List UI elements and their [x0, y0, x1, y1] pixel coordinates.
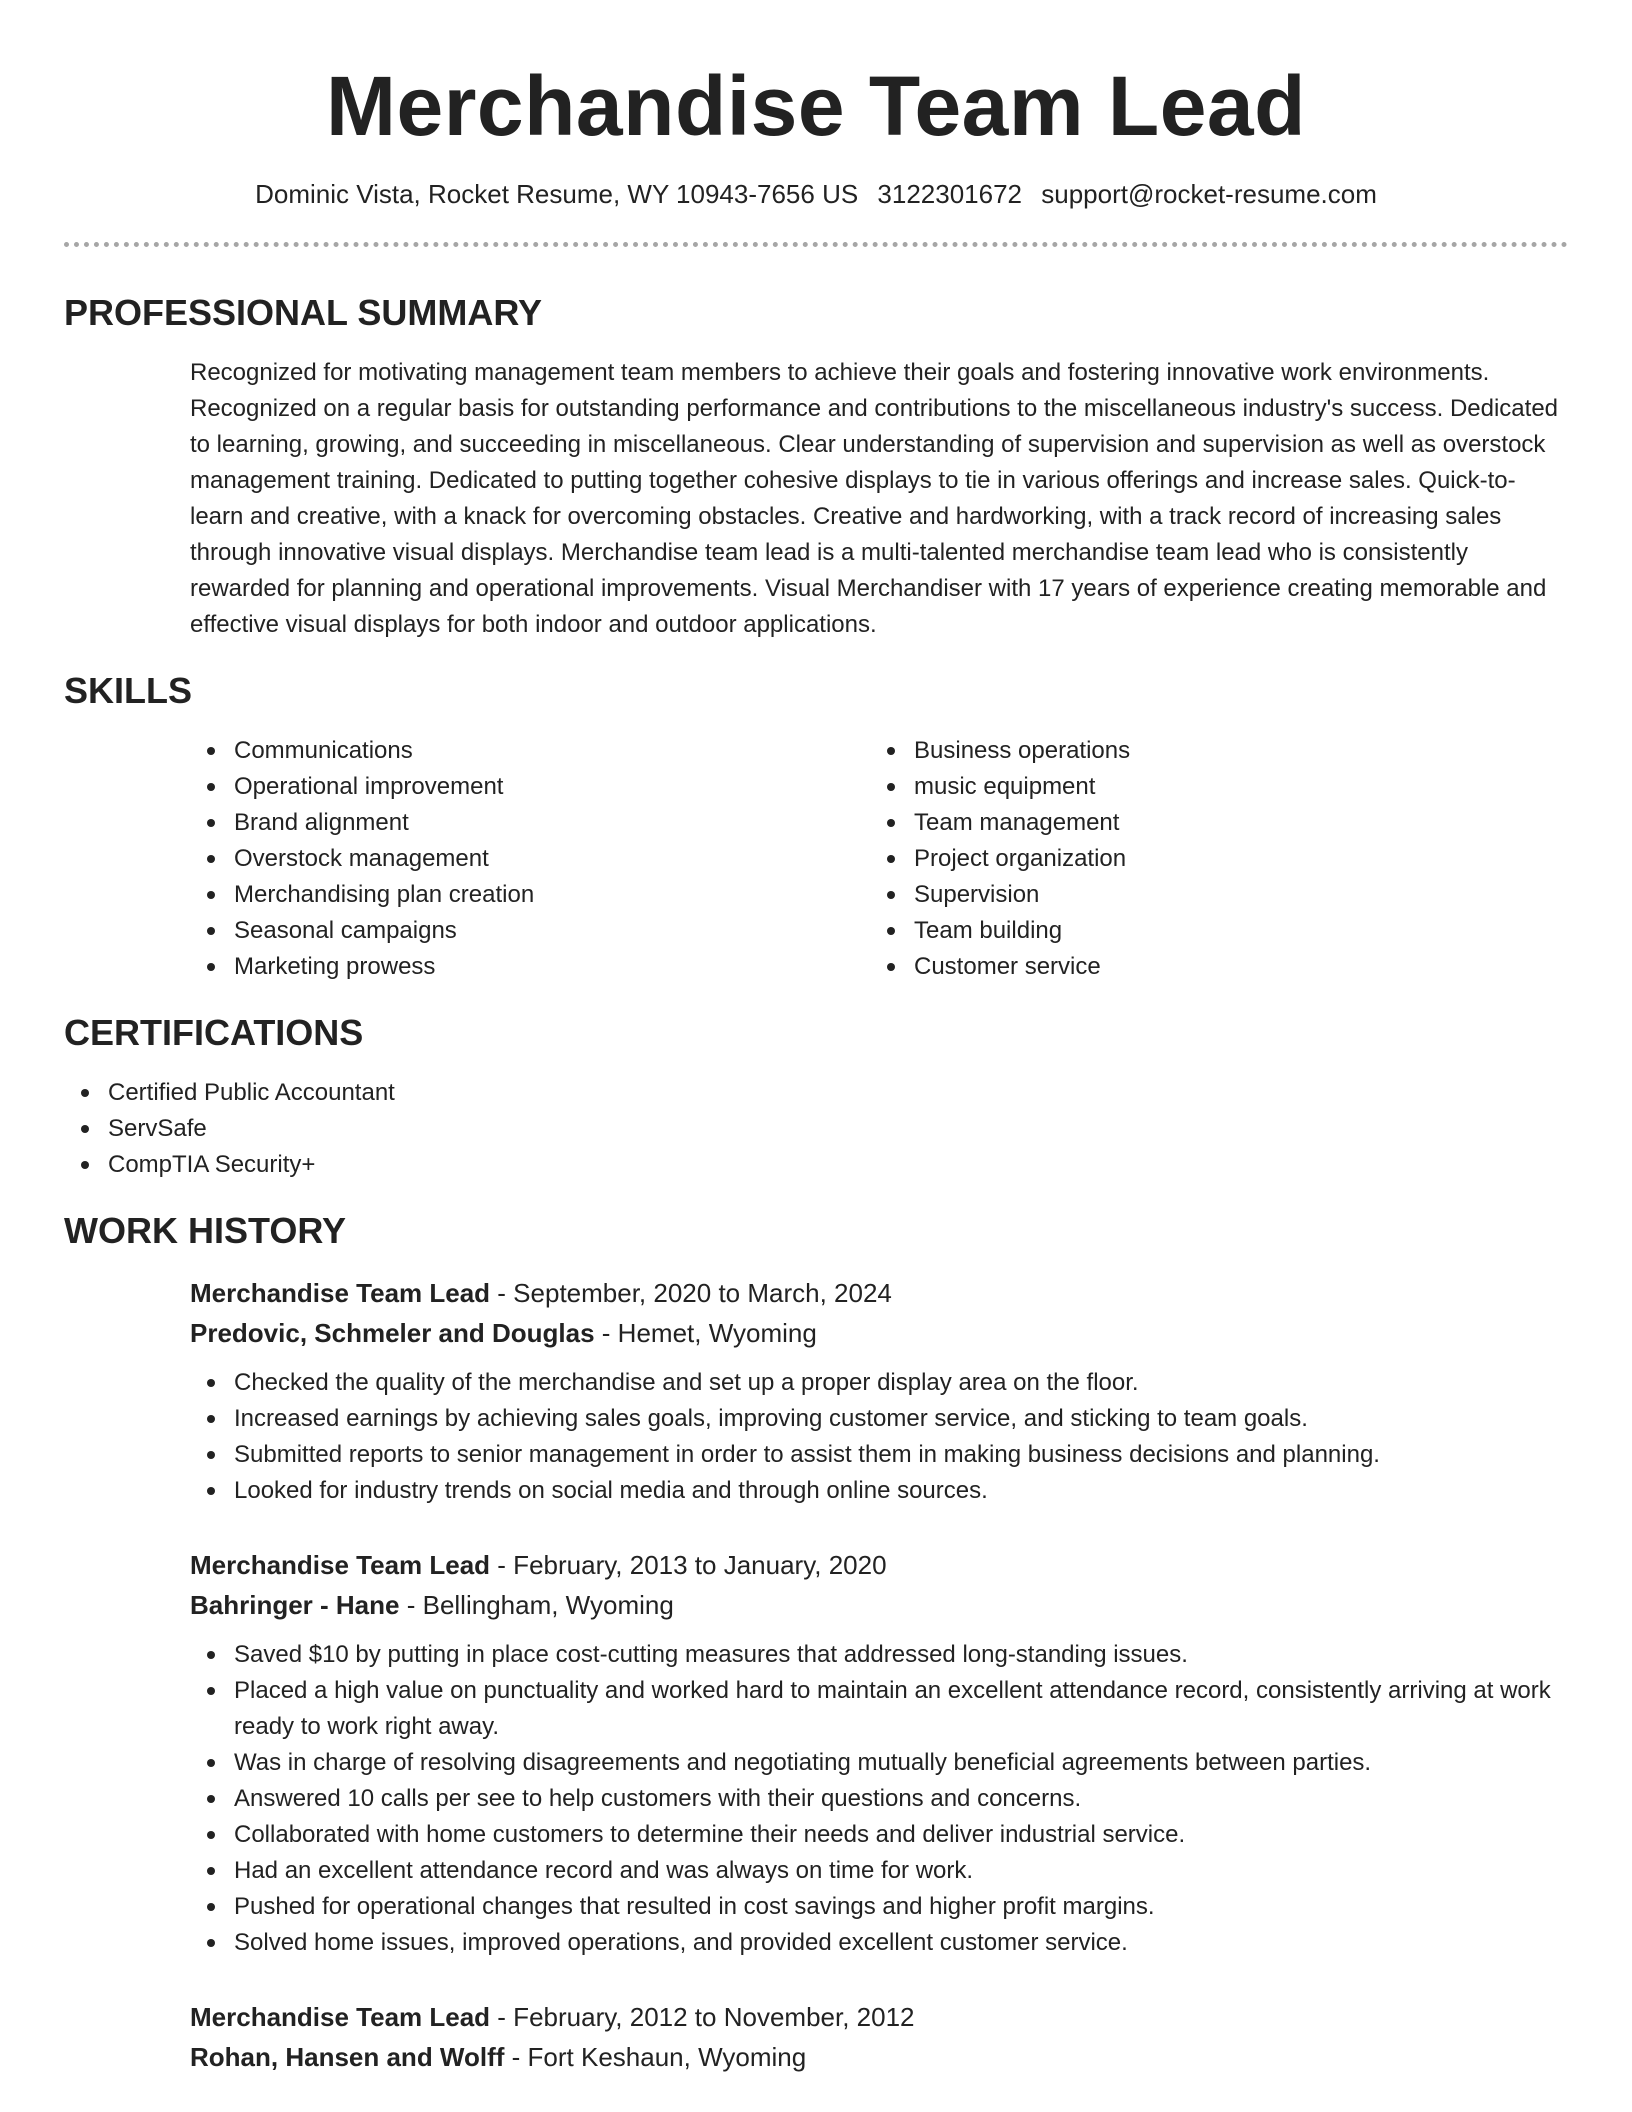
list-item: [190, 1637, 1568, 1673]
header-divider: [64, 242, 1568, 247]
skill-label: Project organization: [914, 845, 1127, 872]
job-entry: [190, 1545, 1568, 1961]
list-item: [190, 1437, 1568, 1473]
duty-text: Pushed for operational changes that resulted in cost savings and higher profit margins.: [234, 1893, 1155, 1920]
job-dates: - February, 2013 to January, 2020: [490, 1550, 887, 1580]
job-company: Predovic, Schmeler and Douglas: [190, 1318, 595, 1348]
duty-text: Submitted reports to senior management in order to assist them in making business decisions and planning.: [234, 1441, 1380, 1468]
skill-label: Seasonal campaigns: [234, 917, 457, 944]
job-company-line: [190, 1585, 1568, 1625]
skills-list-right: [870, 733, 1550, 985]
job-duties-list: [190, 1637, 1568, 1961]
list-item: [190, 1853, 1568, 1889]
bullet-icon: [207, 747, 215, 755]
resume-title: Merchandise Team Lead: [326, 59, 1306, 153]
bullet-icon: [207, 963, 215, 971]
duty-text: Looked for industry trends on social media and through online sources.: [234, 1477, 988, 1504]
work-history-heading: WORK HISTORY: [64, 1210, 347, 1251]
list-item: [190, 769, 870, 805]
list-item: [190, 1889, 1568, 1925]
bullet-icon: [887, 783, 895, 791]
job-location: - Bellingham, Wyoming: [399, 1590, 674, 1620]
list-item: [190, 805, 870, 841]
job-company-line: [190, 2037, 1568, 2077]
bullet-icon: [81, 1125, 89, 1133]
list-item: [190, 1817, 1568, 1853]
bullet-icon: [887, 747, 895, 755]
job-role: Merchandise Team Lead: [190, 1278, 491, 1308]
duty-text: Checked the quality of the merchandise and set up a proper display area on the floor.: [234, 1369, 1139, 1396]
bullet-icon: [207, 1651, 215, 1659]
skill-label: Brand alignment: [234, 809, 409, 836]
contact-phone: 3122301672: [877, 179, 1023, 209]
job-location: - Fort Keshaun, Wyoming: [504, 2042, 807, 2072]
job-role: Merchandise Team Lead: [190, 1550, 491, 1580]
duty-text: Answered 10 calls per see to help customers with their questions and concerns.: [234, 1785, 1082, 1812]
certification-label: CompTIA Security+: [108, 1151, 316, 1178]
skills-list-left: [190, 733, 870, 985]
job-duties-list: [190, 1365, 1568, 1509]
job-dates: - February, 2012 to November, 2012: [490, 2002, 915, 2032]
bullet-icon: [207, 1379, 215, 1387]
bullet-icon: [207, 1687, 215, 1695]
contact-email: support@rocket-resume.com: [1041, 179, 1377, 209]
bullet-icon: [81, 1089, 89, 1097]
bullet-icon: [207, 1831, 215, 1839]
bullet-icon: [207, 1759, 215, 1767]
bullet-icon: [207, 1903, 215, 1911]
certification-label: Certified Public Accountant: [108, 1079, 395, 1106]
duty-text: Was in charge of resolving disagreements and negotiating mutually beneficial agreements between parties.: [234, 1749, 1372, 1776]
bullet-icon: [207, 1415, 215, 1423]
list-item: [190, 1365, 1568, 1401]
bullet-icon: [207, 819, 215, 827]
job-company: Rohan, Hansen and Wolff: [190, 2042, 505, 2072]
list-item: [870, 733, 1550, 769]
bullet-icon: [887, 963, 895, 971]
duty-text: Placed a high value on punctuality and worked hard to maintain an excellent attendance record, consistently arriving at work ready to work right away.: [234, 1677, 1551, 1740]
list-item: [190, 913, 870, 949]
list-item: [190, 1781, 1568, 1817]
certification-label: ServSafe: [108, 1115, 207, 1142]
list-item: [870, 877, 1550, 913]
bullet-icon: [81, 1161, 89, 1169]
bullet-icon: [887, 855, 895, 863]
job-company-line: [190, 1313, 1568, 1353]
summary-heading: PROFESSIONAL SUMMARY: [64, 292, 543, 333]
list-item: [190, 949, 870, 985]
job-role: Merchandise Team Lead: [190, 2002, 491, 2032]
job-dates: - September, 2020 to March, 2024: [490, 1278, 892, 1308]
job-title-line: [190, 1545, 1568, 1585]
list-item: [64, 1147, 1568, 1183]
bullet-icon: [207, 1451, 215, 1459]
duty-text: Increased earnings by achieving sales goals, improving customer service, and sticking to team goals.: [234, 1405, 1308, 1432]
bullet-icon: [887, 819, 895, 827]
list-item: [870, 769, 1550, 805]
skill-label: Business operations: [914, 737, 1131, 764]
job-title-line: [190, 1273, 1568, 1313]
duty-text: Had an excellent attendance record and was always on time for work.: [234, 1857, 974, 1884]
job-entry: [190, 1273, 1568, 1509]
duty-text: Saved $10 by putting in place cost-cutting measures that addressed long-standing issues.: [234, 1641, 1188, 1668]
skill-label: Marketing prowess: [234, 953, 436, 980]
resume-page: [64, 0, 1568, 2077]
skill-label: Customer service: [914, 953, 1101, 980]
certifications-heading: CERTIFICATIONS: [64, 1012, 364, 1053]
bullet-icon: [207, 1939, 215, 1947]
skill-label: Team building: [914, 917, 1063, 944]
skill-label: Supervision: [914, 881, 1040, 908]
skills-heading: SKILLS: [64, 670, 193, 711]
list-item: [190, 1401, 1568, 1437]
list-item: [190, 1673, 1568, 1745]
bullet-icon: [207, 1487, 215, 1495]
skill-label: Merchandising plan creation: [234, 881, 535, 908]
bullet-icon: [207, 1867, 215, 1875]
list-item: [190, 877, 870, 913]
list-item: [190, 733, 870, 769]
list-item: [190, 841, 870, 877]
list-item: [870, 913, 1550, 949]
list-item: [870, 949, 1550, 985]
summary-text: Recognized for motivating management team members to achieve their goals and fostering innovative work environments. Recognized on a regular basis for outstanding performance and contributions to the miscellaneous industry's success. Dedicated to learning, growing, and succeeding in miscellaneous. Clear understanding of supervision and supervision as well as overstock management training. Dedicated to putting together cohesive displays to tie in various offerings and increase sales. Quick-to-learn and creative, with a knack for overcoming obstacles. Creative and hardworking, with a track record of increasing sales through innovative visual displays. Merchandise team lead is a multi-talented merchandise team lead who is consistently rewarded for planning and operational improvements. Visual Merchandiser with 17 years of experience creating memorable and effective visual displays for both indoor and outdoor applications.: [190, 359, 1559, 638]
duty-text: Collaborated with home customers to determine their needs and deliver industrial service.: [234, 1821, 1186, 1848]
list-item: [64, 1075, 1568, 1111]
contact-address: Dominic Vista, Rocket Resume, WY 10943-7656 US: [255, 179, 859, 209]
job-location: - Hemet, Wyoming: [594, 1318, 817, 1348]
list-item: [190, 1925, 1568, 1961]
duty-text: Solved home issues, improved operations, and provided excellent customer service.: [234, 1929, 1128, 1956]
bullet-icon: [887, 891, 895, 899]
list-item: [190, 1473, 1568, 1509]
bullet-icon: [207, 891, 215, 899]
bullet-icon: [207, 783, 215, 791]
skill-label: Team management: [914, 809, 1120, 836]
skill-label: Operational improvement: [234, 773, 504, 800]
bullet-icon: [207, 1795, 215, 1803]
list-item: [64, 1111, 1568, 1147]
list-item: [870, 805, 1550, 841]
skill-label: Overstock management: [234, 845, 489, 872]
list-item: [190, 1745, 1568, 1781]
skill-label: music equipment: [914, 773, 1096, 800]
skill-label: Communications: [234, 737, 413, 764]
bullet-icon: [207, 927, 215, 935]
contact-line: [64, 176, 1568, 212]
certifications-list: [64, 1075, 1568, 1183]
job-title-line: [190, 1997, 1568, 2037]
skills-grid: [190, 733, 1568, 985]
job-company: Bahringer - Hane: [190, 1590, 400, 1620]
bullet-icon: [207, 855, 215, 863]
job-entry: [190, 1997, 1568, 2077]
list-item: [870, 841, 1550, 877]
bullet-icon: [887, 927, 895, 935]
